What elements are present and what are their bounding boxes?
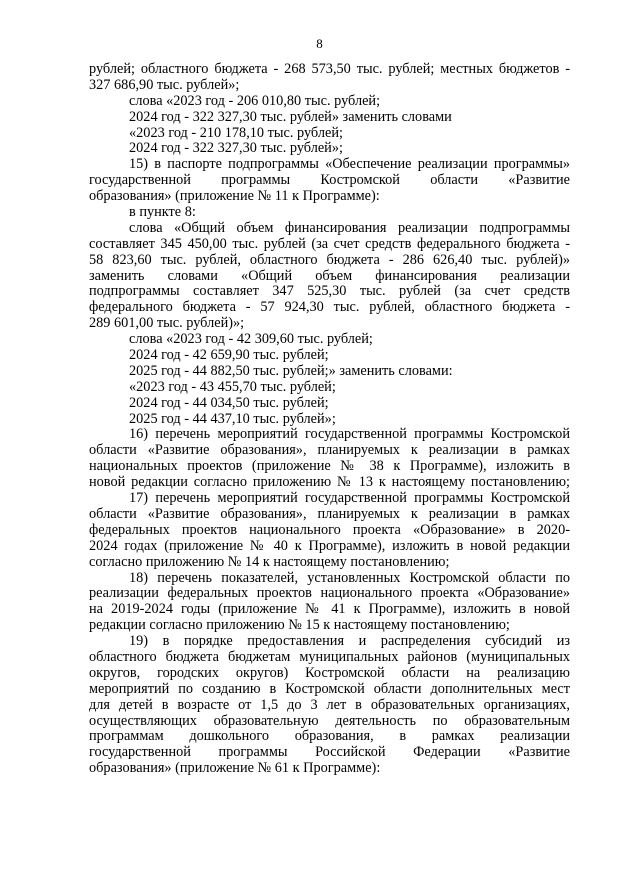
text-line: новой редакции согласно приложению № 13 к настоящему постановлению; [89, 474, 570, 491]
text-line: 19) в порядке предоставления и распределения субсидий из [129, 633, 570, 650]
text-line: 2024 годах (приложение № 40 к Программе), изложить в новой редакции [89, 537, 570, 554]
text-line: области «Развитие образования», планируемых к реализации в рамках [89, 505, 570, 522]
text-line: «2023 год - 210 178,10 тыс. рублей; [129, 124, 343, 141]
text-line: на 2019-2024 годы (приложение № 41 к Программе), изложить в новой [89, 601, 570, 618]
text-line: составляет 345 450,00 тыс. рублей (за счет средств федерального бюджета - [89, 235, 570, 252]
text-line: слова «Общий объем финансирования реализации подпрограммы [129, 219, 570, 236]
text-line: 327 686,90 тыс. рублей»; [89, 76, 240, 93]
text-line: 16) перечень мероприятий государственной программы Костромской [129, 426, 570, 443]
text-line: федеральных проектов национального проекта «Образование» в 2020- [89, 521, 570, 538]
text-line: 2025 год - 44 882,50 тыс. рублей;» заменить словами: [129, 362, 453, 379]
text-line: области «Развитие образования», планируемых к реализации в рамках [89, 442, 570, 459]
text-line: 2024 год - 322 327,30 тыс. рублей» заменить словами [129, 108, 452, 125]
text-line: 2024 год - 322 327,30 тыс. рублей»; [129, 140, 343, 157]
text-line: 2024 год - 42 659,90 тыс. рублей; [129, 347, 329, 364]
text-line: «2023 год - 43 455,70 тыс. рублей; [129, 378, 336, 395]
text-line: округов, городских округов) Костромской области на реализацию [89, 664, 570, 681]
text-line: образования» (приложение № 61 к Программе): [89, 760, 381, 777]
text-line: подпрограммы составляет 347 525,30 тыс. рублей (за счет средств [89, 283, 570, 300]
text-line: 58 823,60 тыс. рублей, областного бюджета - 286 626,40 тыс. рублей)» [89, 251, 570, 268]
text-line: национальных проектов (приложение № 38 к Программе), изложить в [89, 458, 570, 475]
text-line: мероприятий по созданию в Костромской области дополнительных мест [89, 680, 570, 697]
text-line: слова «2023 год - 206 010,80 тыс. рублей; [129, 92, 381, 109]
text-line: в пункте 8: [129, 204, 196, 221]
text-line: заменить словами «Общий объем финансирования реализации [89, 267, 570, 284]
page-number: 8 [316, 36, 323, 51]
text-line: 2025 год - 44 437,10 тыс. рублей»; [129, 410, 336, 427]
text-line: для детей в возрасте от 1,5 до 3 лет в образовательных организациях, [89, 696, 570, 713]
text-line: образования» (приложение № 11 к Программе): [89, 188, 380, 205]
text-line: программам дошкольного образования, в рамках реализации [89, 728, 570, 745]
text-line: редакции согласно приложению № 15 к настоящему постановлению; [89, 617, 510, 634]
text-line: государственной программы Костромской области «Развитие [89, 172, 570, 189]
text-line: согласно приложению № 14 к настоящему постановлению; [89, 553, 450, 570]
text-line: осуществляющих образовательную деятельность по образовательным [89, 712, 570, 729]
text-line: слова «2023 год - 42 309,60 тыс. рублей; [129, 331, 373, 348]
text-line: рублей; областного бюджета - 268 573,50 тыс. рублей; местных бюджетов - [89, 61, 570, 77]
text-line: 289 601,00 тыс. рублей)»; [89, 315, 245, 332]
text-line: 2024 год - 44 034,50 тыс. рублей; [129, 394, 329, 411]
text-line: федерального бюджета - 57 924,30 тыс. рублей, областного бюджета - [89, 299, 570, 316]
text-line: 15) в паспорте подпрограммы «Обеспечение реализации программы» [129, 156, 570, 173]
text-line: государственной программы Российской Федерации «Развитие [89, 744, 570, 761]
document-body [89, 62, 570, 777]
text-line: 18) перечень показателей, установленных Костромской области по [129, 569, 570, 586]
text-line: областного бюджета бюджетам муниципальных районов (муниципальных [89, 648, 570, 665]
text-line: 17) перечень мероприятий государственной программы Костромской [129, 490, 570, 507]
text-line: реализации федеральных проектов национального проекта «Образование» [89, 585, 570, 602]
